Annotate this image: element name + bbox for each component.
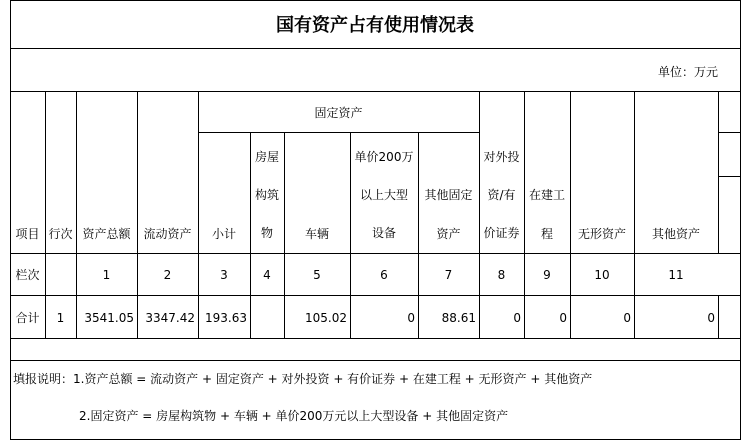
header-buildings-line: 房屋 <box>254 150 279 164</box>
col-line <box>570 91 571 338</box>
col-line <box>137 91 138 338</box>
col-line <box>634 91 635 338</box>
other-fixed-value: 88.61 <box>441 311 476 325</box>
border-bottom <box>10 439 741 440</box>
header-construction <box>524 188 570 241</box>
divider <box>198 132 479 133</box>
index-number: 11 <box>668 268 684 282</box>
intangible-value: 0 <box>623 311 631 325</box>
header-large-equipment-line: 以上大型 <box>359 188 408 202</box>
index-number: 3 <box>220 268 228 282</box>
header-buildings-line: 构筑 <box>254 188 279 202</box>
unit-label: 单位：万元 <box>657 65 718 79</box>
divider <box>10 91 741 92</box>
col-line <box>45 91 46 338</box>
header-investments-line: 资/有 <box>487 188 516 202</box>
construction-value: 0 <box>559 311 567 325</box>
header-item: 项目 <box>15 227 40 241</box>
large-equipment-value: 0 <box>407 311 415 325</box>
divider <box>10 48 741 49</box>
header-other-fixed-line: 其他固定 <box>424 188 473 202</box>
header-construction-line: 在建工 <box>528 188 565 202</box>
header-construction-line: 程 <box>540 227 553 241</box>
note-line-2: 2.固定资产 = 房屋构筑物 + 车辆 + 单价200万元以上大型设备 + 其他固定资产 <box>79 409 509 423</box>
border-right <box>740 0 741 440</box>
header-current-assets: 流动资产 <box>143 227 192 241</box>
col-line <box>198 91 199 338</box>
total-row-no: 1 <box>56 311 65 325</box>
other-assets-value: 0 <box>707 311 715 325</box>
index-number: 5 <box>313 268 321 282</box>
index-number: 6 <box>380 268 388 282</box>
investments-value: 0 <box>513 311 521 325</box>
index-number: 4 <box>263 268 271 282</box>
index-number: 8 <box>497 268 506 282</box>
header-intangible: 无形资产 <box>577 227 626 241</box>
header-other-fixed <box>418 188 479 241</box>
header-investments <box>479 150 524 240</box>
index-number: 1 <box>102 268 111 282</box>
index-number: 9 <box>543 268 551 282</box>
index-row-label: 栏次 <box>15 268 40 282</box>
index-number: 10 <box>594 268 610 282</box>
header-total-assets: 资产总额 <box>82 227 131 241</box>
col-line <box>718 295 719 338</box>
divider <box>10 338 741 339</box>
divider <box>10 253 741 254</box>
border-left <box>10 0 11 440</box>
note-line-1: 填报说明：1.资产总额 = 流动资产 + 固定资产 + 对外投资 + 有价证券 + 在建工程 + 无形资产 + 其他资产 <box>13 372 593 386</box>
divider <box>718 176 741 177</box>
header-large-equipment-line: 设备 <box>371 226 396 240</box>
col-line <box>718 91 719 253</box>
header-vehicles: 车辆 <box>304 227 329 241</box>
vehicles-value: 105.02 <box>305 311 347 325</box>
current-assets-value: 3347.42 <box>145 311 195 325</box>
header-large-equipment-line: 单价200万 <box>354 150 414 164</box>
header-fixed-assets-group: 固定资产 <box>314 106 363 120</box>
col-line <box>76 91 77 338</box>
total-assets-value: 3541.05 <box>84 311 134 325</box>
index-number: 2 <box>163 268 172 282</box>
header-buildings-line: 物 <box>260 226 273 240</box>
header-other-fixed-line: 资产 <box>436 227 461 241</box>
header-investments-line: 对外投 <box>483 150 520 164</box>
divider <box>10 295 741 296</box>
header-large-equipment <box>350 150 418 240</box>
index-number: 7 <box>444 268 453 282</box>
header-row-no: 行次 <box>48 227 73 241</box>
divider <box>10 360 741 361</box>
page-title: 国有资产占有使用情况表 <box>276 15 474 36</box>
divider <box>718 132 741 133</box>
header-buildings <box>250 150 284 240</box>
subtotal-value: 193.63 <box>205 311 247 325</box>
header-investments-line: 价证券 <box>483 226 520 240</box>
border-top <box>10 0 741 1</box>
total-row-label: 合计 <box>15 311 40 325</box>
header-other-assets: 其他资产 <box>651 227 700 241</box>
header-subtotal: 小计 <box>211 227 236 241</box>
